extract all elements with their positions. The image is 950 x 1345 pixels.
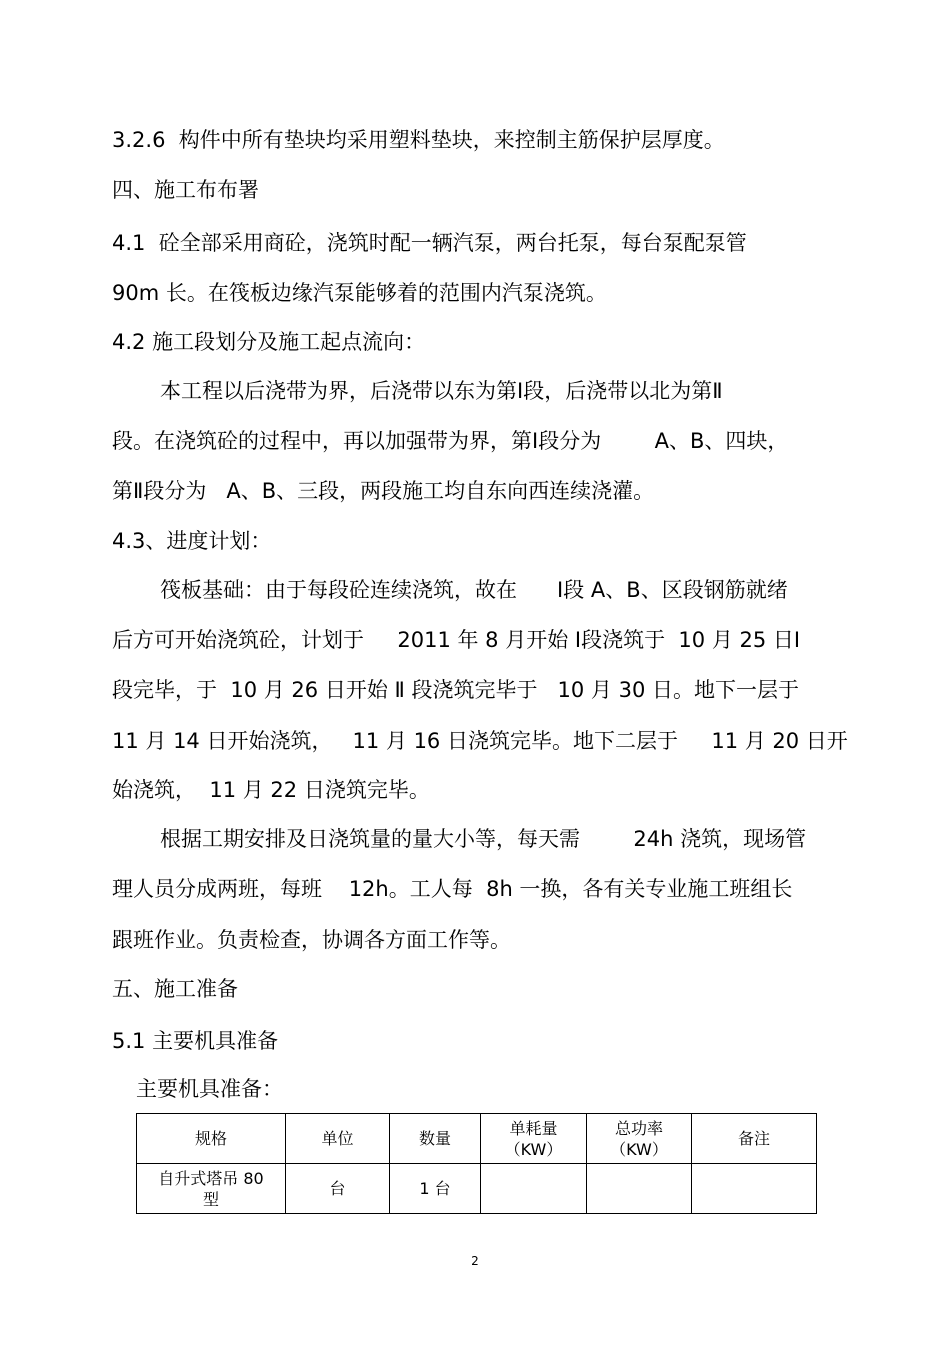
table-cell: 自升式塔吊 80 型	[137, 1164, 286, 1214]
text-line: 90m 长。在筏板边缘汽泵能够着的范围内汽泵浇筑。	[112, 281, 607, 305]
table-cell	[481, 1164, 587, 1214]
header-cell-total-power: 总功率 （KW）	[587, 1114, 692, 1164]
text-line: 11 月 14 日开始浇筑， 11 月 16 日浇筑完毕。地下二层于 11 月 20 日开	[112, 729, 848, 753]
text-line: 3.2.6 构件中所有垫块均采用塑料垫块，来控制主筋保护层厚度。	[112, 128, 725, 152]
section-heading: 四、施工布布署	[112, 178, 259, 202]
text-line: 段。在浇筑砼的过程中，再以加强带为界，第Ⅰ段分为 A、B、四块，	[112, 429, 789, 453]
table-cell: 1 台	[390, 1164, 481, 1214]
table-cell	[692, 1164, 817, 1214]
text-line: 跟班作业。负责检查，协调各方面工作等。	[112, 928, 511, 952]
text-line: 本工程以后浇带为界，后浇带以东为第Ⅰ段，后浇带以北为第Ⅱ	[160, 379, 723, 403]
text-line: 根据工期安排及日浇筑量的量大小等，每天需 24h 浇筑，现场管	[160, 827, 807, 851]
text-line: 4.1 砼全部采用商砼，浇筑时配一辆汽泵，两台托泵，每台泵配泵管	[112, 231, 747, 255]
header-cell-remarks: 备注	[692, 1114, 817, 1164]
subsection-heading: 4.2 施工段划分及施工起点流向：	[112, 330, 426, 354]
table-cell: 台	[286, 1164, 390, 1214]
header-cell-spec: 规格	[137, 1114, 286, 1164]
subsection-heading: 4.3、进度计划：	[112, 529, 272, 553]
section-heading: 五、施工准备	[112, 977, 238, 1001]
page-number: 2	[471, 1254, 479, 1268]
header-cell-quantity: 数量	[390, 1114, 481, 1164]
table-cell	[587, 1164, 692, 1214]
text-line: 后方可开始浇筑砼，计划于 2011 年 8 月开始 Ⅰ段浇筑于 10 月 25 日Ⅰ	[112, 628, 801, 652]
table-row	[137, 1164, 817, 1214]
table-header-row	[137, 1114, 817, 1164]
subsection-heading: 5.1 主要机具准备	[112, 1029, 279, 1053]
machinery-table	[136, 1113, 817, 1214]
text-line: 第Ⅱ段分为 A、B、三段，两段施工均自东向西连续浇灌。	[112, 479, 655, 503]
text-line: 理人员分成两班，每班 12h。工人每 8h 一换，各有关专业施工班组长	[112, 877, 793, 901]
header-cell-unit-power: 单耗量 （KW）	[481, 1114, 587, 1164]
text-line: 筏板基础：由于每段砼连续浇筑，故在 Ⅰ段 A、B、区段钢筋就绪	[160, 578, 788, 602]
text-line: 段完毕，于 10 月 26 日开始 Ⅱ 段浇筑完毕于 10 月 30 日。地下一层于	[112, 678, 799, 702]
header-cell-unit: 单位	[286, 1114, 390, 1164]
text-line: 始浇筑， 11 月 22 日浇筑完毕。	[112, 778, 430, 802]
table-caption: 主要机具准备：	[136, 1077, 283, 1101]
